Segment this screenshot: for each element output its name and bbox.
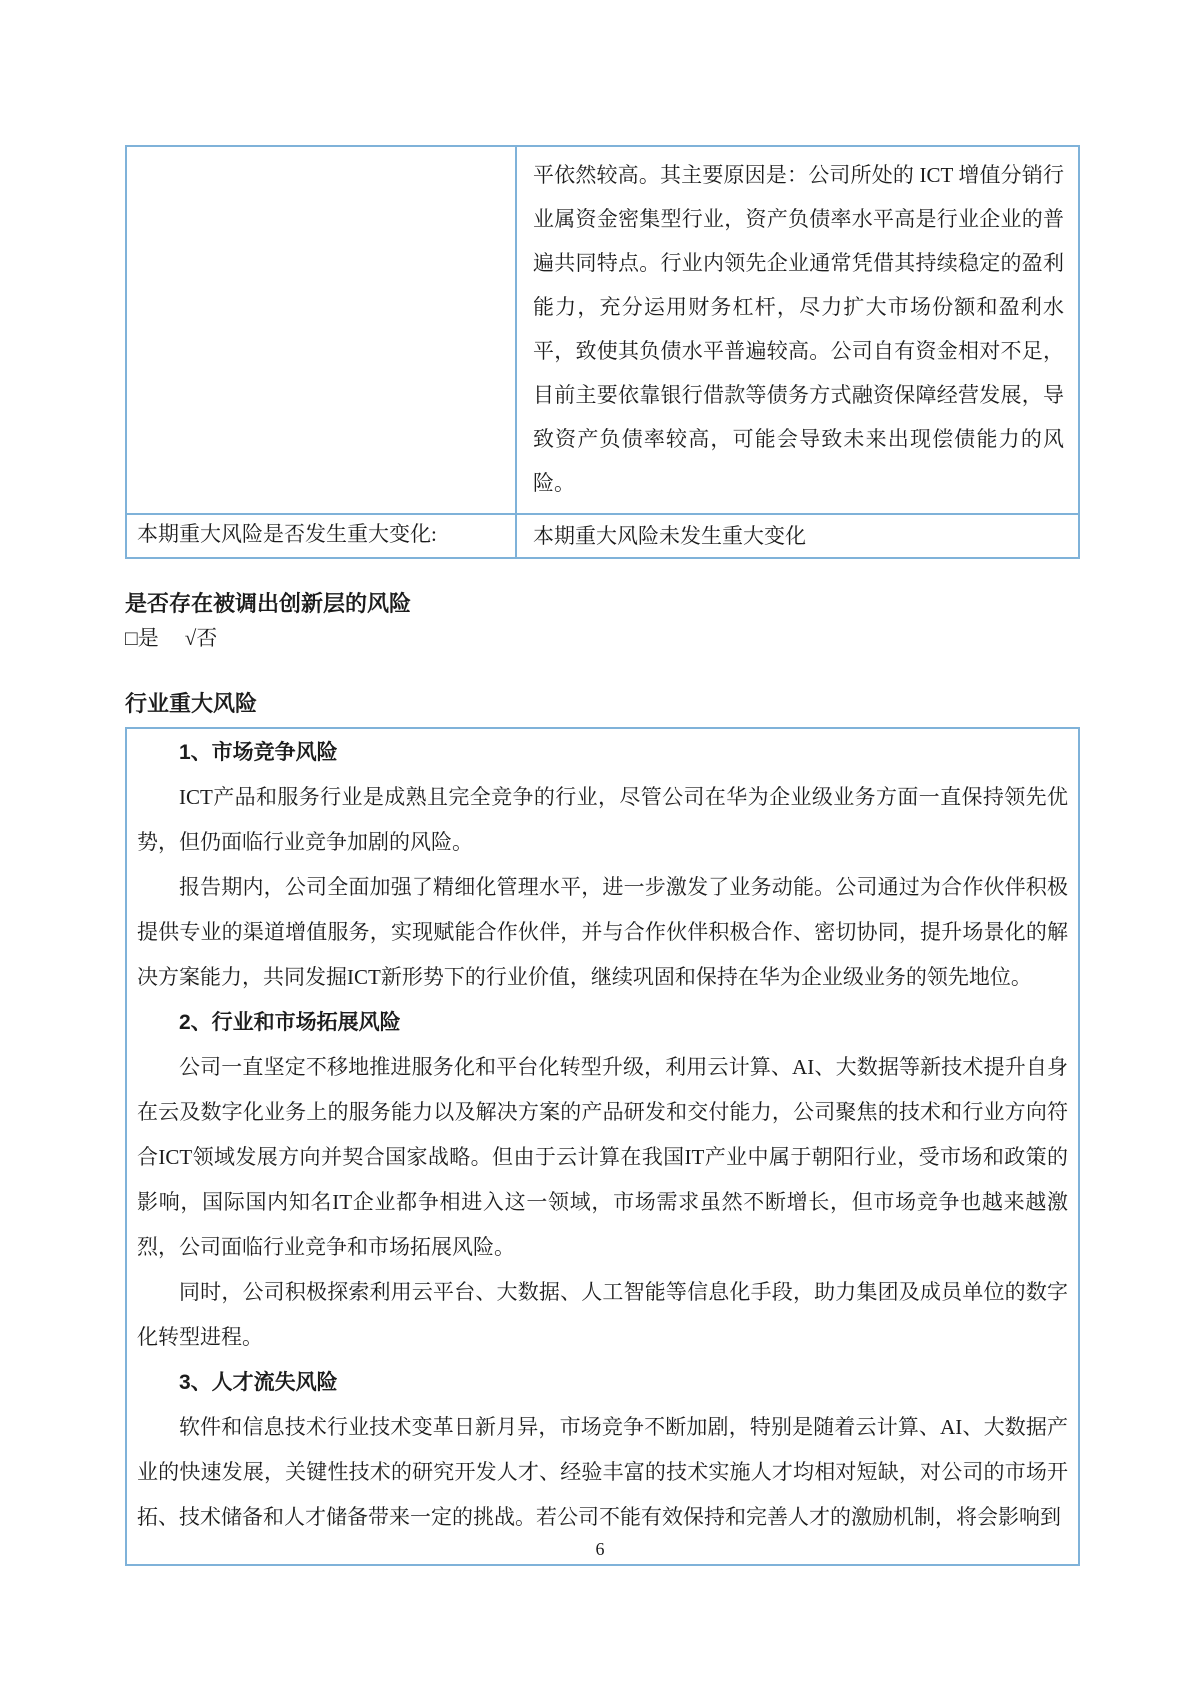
table-row xyxy=(126,514,1079,558)
section-title: 3、人才流失风险 xyxy=(179,1371,338,1394)
option-no-label: 否 xyxy=(196,626,218,650)
page-content xyxy=(125,145,1080,1566)
option-yes-label: 是 xyxy=(137,626,159,650)
row-label-cell xyxy=(126,146,516,514)
section-title: 1、市场竞争风险 xyxy=(179,741,338,764)
checkmark-icon: √ xyxy=(184,626,197,650)
option-yes xyxy=(125,626,159,650)
innovation-layer-options xyxy=(125,623,1080,653)
major-risk-table xyxy=(125,145,1080,559)
row-label-cell: 本期重大风险是否发生重大变化: xyxy=(126,514,516,558)
section-paragraph: 软件和信息技术行业技术变革日新月异，市场竞争不断加剧，特别是随着云计算、AI、大数据产业的快速发展，关键性技术的研究开发人才、经验丰富的技术实施人才均相对短缺，对公司的市场开拓、技术储备和人才储备带来一定的挑战。若公司不能有效保持和完善人才的激励机制，将会影响到 xyxy=(137,1415,1068,1529)
option-no xyxy=(185,626,218,650)
checkbox-empty-icon: □ xyxy=(125,626,138,650)
section-paragraph: 同时，公司积极探索利用云平台、大数据、人工智能等信息化手段，助力集团及成员单位的数字化转型进程。 xyxy=(137,1280,1068,1349)
row-value-cell: 平依然较高。其主要原因是：公司所处的 ICT 增值分销行业属资金密集型行业，资产负债率水平高是行业企业的普遍共同特点。行业内领先企业通常凭借其持续稳定的盈利能力，充分运用财务杠杆，尽力扩大市场份额和盈利水平，致使其负债水平普遍较高。公司自有资金相对不足，目前主要依靠银行借款等债务方式融资保障经营发展，导致资产负债率较高，可能会导致未来出现偿债能力的风险。 xyxy=(516,146,1079,514)
page-number: 6 xyxy=(595,1539,605,1559)
innovation-layer-risk-heading: 是否存在被调出创新层的风险 xyxy=(125,591,412,616)
industry-risk-box xyxy=(125,727,1080,1566)
row-value-cell: 本期重大风险未发生重大变化 xyxy=(516,514,1079,558)
industry-risk-heading: 行业重大风险 xyxy=(125,691,258,716)
table-row xyxy=(126,146,1079,514)
section-title: 2、行业和市场拓展风险 xyxy=(179,1011,401,1034)
section-paragraph: ICT产品和服务行业是成熟且完全竞争的行业，尽管公司在华为企业级业务方面一直保持领先优势，但仍面临行业竞争加剧的风险。 xyxy=(137,785,1068,854)
section-paragraph: 报告期内，公司全面加强了精细化管理水平，进一步激发了业务动能。公司通过为合作伙伴积极提供专业的渠道增值服务，实现赋能合作伙伴，并与合作伙伴积极合作、密切协同，提升场景化的解决方案能力，共同发掘ICT新形势下的行业价值，继续巩固和保持在华为企业级业务的领先地位。 xyxy=(137,875,1068,989)
section-paragraph: 公司一直坚定不移地推进服务化和平台化转型升级，利用云计算、AI、大数据等新技术提升自身在云及数字化业务上的服务能力以及解决方案的产品研发和交付能力，公司聚焦的技术和行业方向符合ICT领域发展方向并契合国家战略。但由于云计算在我国IT产业中属于朝阳行业，受市场和政策的影响，国际国内知名IT企业都争相进入这一领域，市场需求虽然不断增长，但市场竞争也越来越激烈，公司面临行业竞争和市场拓展风险。 xyxy=(137,1055,1068,1259)
